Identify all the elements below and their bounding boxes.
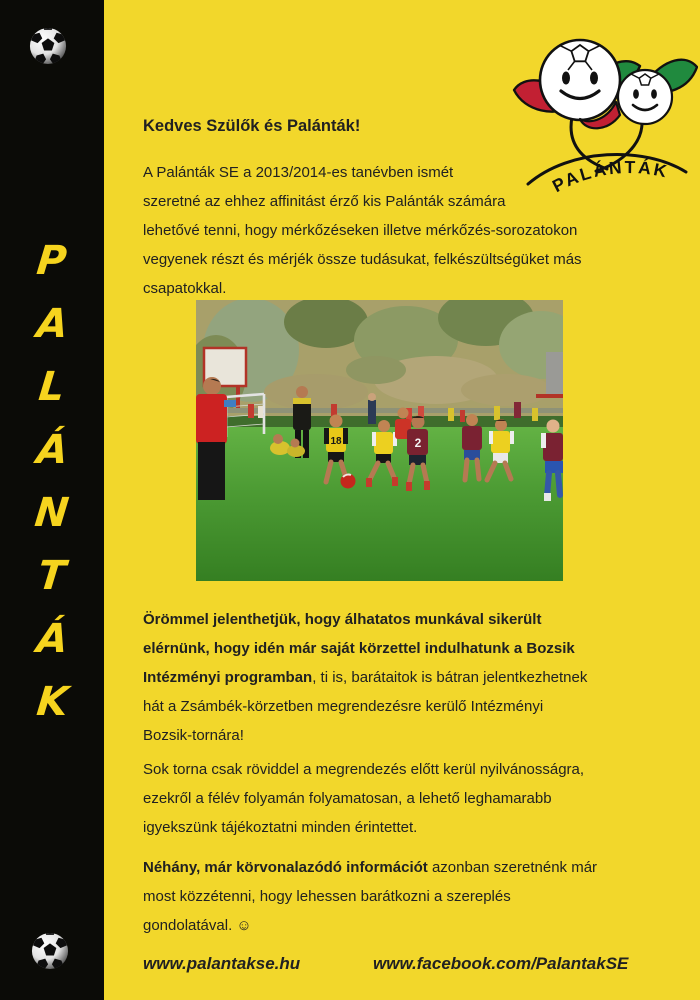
sidebar-letter: Á — [34, 616, 70, 662]
text-line: Bozsik-tornára! — [143, 727, 244, 744]
sidebar-letter: A — [34, 301, 70, 347]
sidebar-letter: L — [36, 364, 68, 410]
logo-wordmark: PALÁNTÁK — [549, 157, 671, 197]
facebook-url[interactable]: www.facebook.com/PalantakSE — [373, 954, 629, 973]
sidebar-letter: P — [34, 238, 70, 284]
text-line: igyekszünk tájékoztatni minden érintettet. — [143, 819, 418, 836]
text-line: Örömmel jelenthetjük, hogy álhatatos munkával sikerült — [143, 611, 542, 628]
text-line: szeretné az ehhez affinitást érző kis Palánták számára — [143, 193, 506, 210]
sidebar-letter: T — [35, 553, 69, 599]
text-line: elérnünk, hogy idén már saját körzettel indulhatunk a Bozsik — [143, 640, 575, 657]
soccer-ball-icon — [29, 27, 67, 65]
info-paragraph — [143, 853, 688, 940]
text-line: csapatokkal. — [143, 280, 227, 297]
text-line: most közzétenni, hogy lehessen barátkozni a szereplés — [143, 888, 511, 905]
text-line: Néhány, már körvonalazódó információt azonban szeretnénk már — [143, 859, 598, 876]
intro-paragraph — [143, 158, 688, 303]
sidebar-letter: Á — [34, 427, 70, 473]
announcement-paragraph — [143, 605, 688, 750]
children-playing-soccer-photo — [196, 300, 563, 581]
text-line: ezekről a félév folyamán folyamatosan, a lehető leghamarabb — [143, 790, 552, 807]
text-line: hát a Zsámbék-körzetben megrendezésre kerülő Intézményi — [143, 698, 544, 715]
text-line: Sok torna csak röviddel a megrendezés előtt kerül nyilvánosságra, — [143, 761, 585, 778]
sidebar-letter: N — [32, 490, 72, 536]
svg-text:18: 18 — [330, 436, 342, 447]
sidebar-letter: K — [34, 679, 70, 725]
soccer-ball-icon — [31, 932, 69, 970]
text-line: A Palánták SE a 2013/2014-es tanévben ismét — [143, 164, 454, 181]
text-line: gondolatával. ☺ — [143, 917, 252, 934]
svg-text:2: 2 — [414, 436, 422, 450]
website-url[interactable]: www.palantakse.hu — [143, 954, 301, 973]
text-line: Intézményi programban, ti is, barátaitok is bátran jelentkezhetnek — [143, 669, 588, 686]
sidebar — [0, 0, 104, 1000]
text-line: vegyenek részt és mérjék össze tudásukat, felkészültségüket más — [143, 251, 582, 268]
text-line: lehetővé tenni, hogy mérkőzéseken illetve mérkőzés-sorozatokon — [143, 222, 578, 239]
sidebar-vertical-title — [0, 238, 104, 725]
tournaments-paragraph — [143, 755, 688, 842]
greeting-heading: Kedves Szülők és Palánták! — [143, 117, 361, 135]
content-column — [143, 116, 688, 940]
